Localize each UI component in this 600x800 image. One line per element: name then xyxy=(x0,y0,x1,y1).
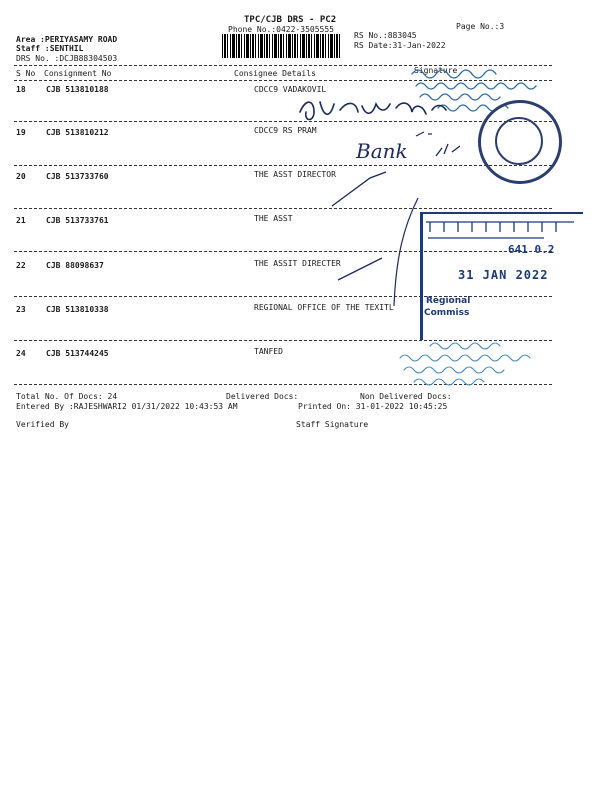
barcode xyxy=(222,34,340,58)
row-consignee: REGIONAL OFFICE OF THE TEXITL xyxy=(254,303,394,312)
col-consignee: Consignee Details xyxy=(234,69,316,78)
non-delivered-docs: Non Delivered Docs: xyxy=(360,392,452,401)
pen-stroke xyxy=(330,170,390,210)
handwritten-bank xyxy=(352,130,482,170)
rs-date: RS Date:31-Jan-2022 xyxy=(354,41,446,50)
row-sno: 23 xyxy=(16,305,26,314)
row-consignment: CJB 513810188 xyxy=(46,85,109,94)
row-sno: 24 xyxy=(16,349,26,358)
row-consignment: CJB 513810338 xyxy=(46,305,109,314)
staff-label: Staff :SENTHIL xyxy=(16,44,84,53)
col-signature: Signature xyxy=(414,66,458,75)
stamp-commiss: Commiss xyxy=(424,308,470,318)
pen-stroke xyxy=(384,196,424,320)
verified-by: Verified By xyxy=(16,420,69,429)
pen-stroke xyxy=(336,254,386,284)
page-number: Page No.:3 xyxy=(456,22,505,31)
row-divider xyxy=(14,121,552,122)
bank-note: Bank xyxy=(356,139,408,163)
bank-round-stamp xyxy=(478,100,562,184)
row-sno: 20 xyxy=(16,172,26,181)
row-consignment: CJB 513733760 xyxy=(46,172,109,181)
stamp-pin: 641 0.2 xyxy=(508,243,555,256)
entered-by: Entered By :RAJESHWARI2 01/31/2022 10:43:53 AM xyxy=(16,402,238,411)
row-sno: 19 xyxy=(16,128,26,137)
delivered-docs: Delivered Docs: xyxy=(226,392,299,401)
col-sno: S No xyxy=(16,69,36,78)
tamil-stamp-bottom xyxy=(390,340,560,388)
drs-number: DRS No. :DCJB88304503 xyxy=(16,54,118,63)
row-consignment: CJB 513744245 xyxy=(46,349,109,358)
row-consignee: THE ASST DIRECTOR xyxy=(254,170,336,179)
row-consignment: CJB 88098637 xyxy=(46,261,104,270)
row-consignee: CDCC9 RS PRAM xyxy=(254,126,317,135)
stamp-regional: Regional xyxy=(426,296,471,306)
printed-on: Printed On: 31-01-2022 10:45:25 xyxy=(298,402,448,411)
rs-number: RS No.:883045 xyxy=(354,31,417,40)
staff-signature: Staff Signature xyxy=(296,420,369,429)
col-consignment: Consignment No xyxy=(44,69,112,78)
row-consignee: CDCC9 VADAKOVIL xyxy=(254,85,327,94)
document-title: TPC/CJB DRS - PC2 xyxy=(244,15,337,25)
row-consignee: TANFED xyxy=(254,347,283,356)
row-consignment: CJB 513810212 xyxy=(46,128,109,137)
row-consignee: THE ASSIT DIRECTER xyxy=(254,259,341,268)
row-consignee: THE ASST xyxy=(254,214,293,223)
row-divider xyxy=(14,208,552,209)
handwritten-signature xyxy=(296,92,456,124)
stamp-hindi-text xyxy=(424,218,584,248)
row-consignment: CJB 513733761 xyxy=(46,216,109,225)
row-sno: 22 xyxy=(16,261,26,270)
stamp-date: 31 JAN 2022 xyxy=(458,268,549,282)
row-sno: 21 xyxy=(16,216,26,225)
phone-number: Phone No.:0422-3505555 xyxy=(228,25,334,34)
area-label: Area :PERIYASAMY ROAD xyxy=(16,35,118,44)
row-sno: 18 xyxy=(16,85,26,94)
total-docs: Total No. Of Docs: 24 xyxy=(16,392,118,401)
